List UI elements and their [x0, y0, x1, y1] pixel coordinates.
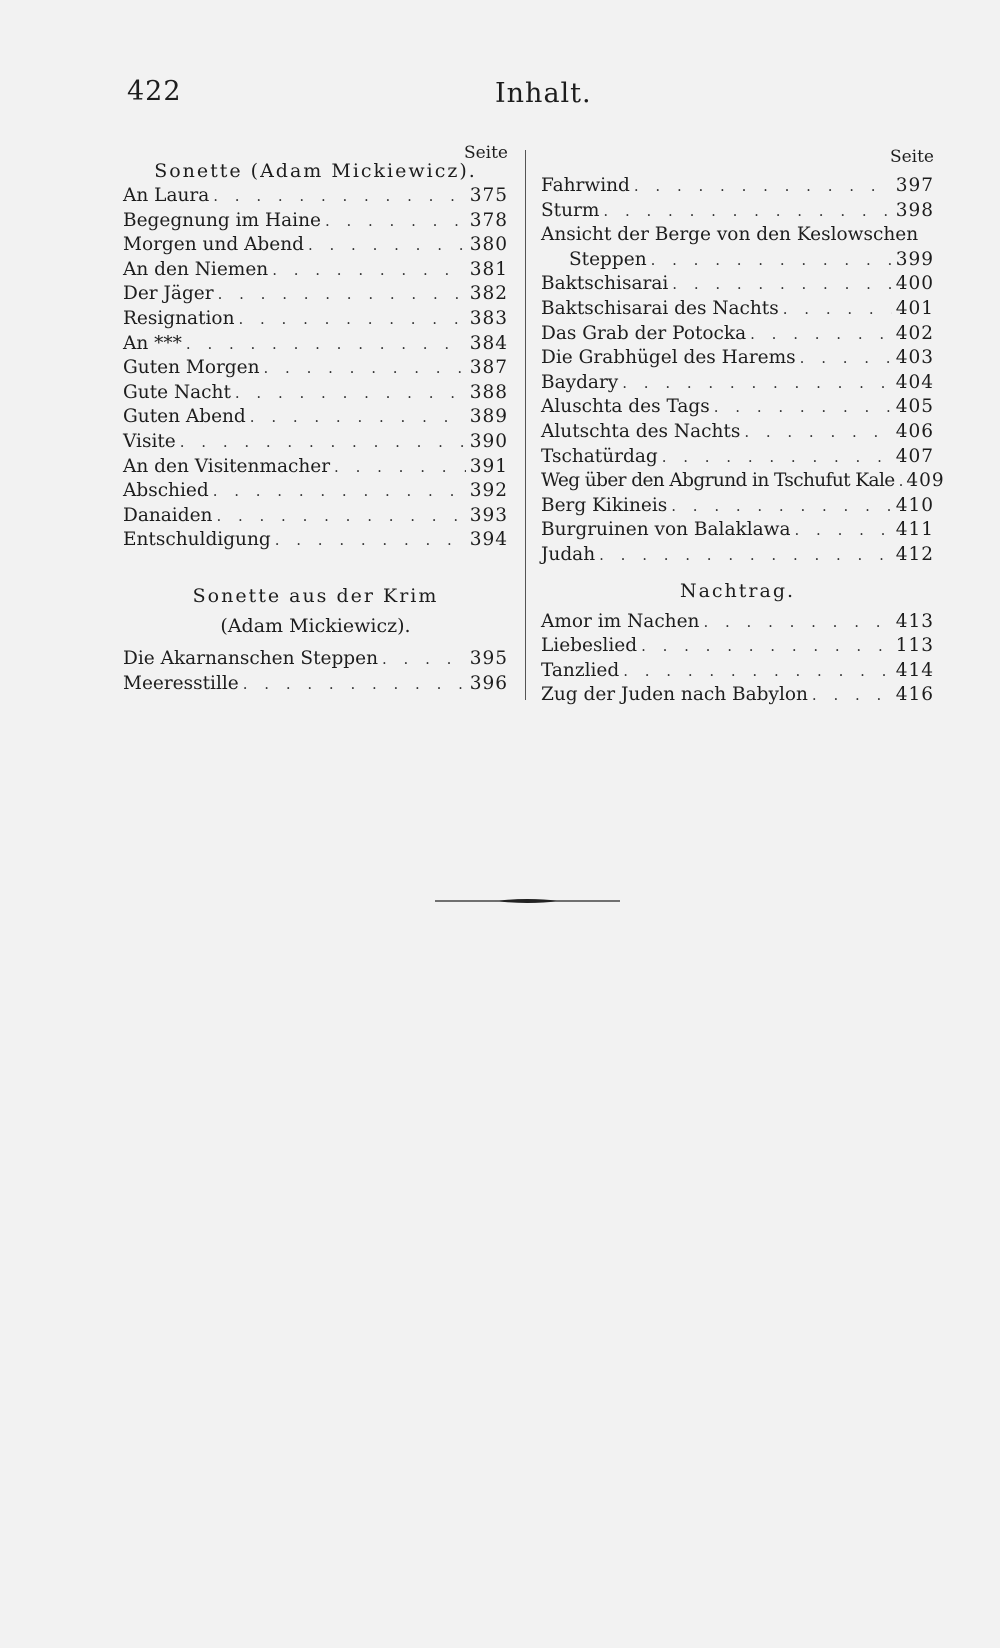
toc-entry: Baktschisarai des Nachts . . . 401 — [541, 297, 934, 322]
toc-entry: An *** . . . 384 — [123, 332, 508, 357]
toc-entry: Danaiden . . . 393 — [123, 504, 508, 529]
toc-entry: Burgruinen von Balaklawa . . . 411 — [541, 518, 934, 543]
toc-entry: Liebeslied . . . 113 — [541, 634, 934, 659]
toc-entry: Tanzlied . . . 414 — [541, 659, 934, 684]
toc-entry: Aluschta des Tags . . . 405 — [541, 395, 934, 420]
toc-entry: Entschuldigung . . . 394 — [123, 528, 508, 553]
toc-entry: An den Niemen . . . 381 — [123, 258, 508, 283]
left-column — [123, 140, 508, 696]
toc-entry: Amor im Nachen . . . 413 — [541, 610, 934, 635]
toc-entry: Die Grabhügel des Harems . . . 403 — [541, 346, 934, 371]
toc-entry: Alutschta des Nachts . . . 406 — [541, 420, 934, 445]
toc-entry: Der Jäger . . . 382 — [123, 282, 508, 307]
toc-entry: Baktschisarai . . . 400 — [541, 272, 934, 297]
toc-entry: Judah . . . 412 — [541, 543, 934, 568]
toc-entry: Visite . . . 390 — [123, 430, 508, 455]
column-divider — [525, 150, 526, 700]
toc-entry: Ansicht der Berge von den Keslowschen — [541, 224, 919, 246]
end-ornament-rule — [435, 896, 620, 906]
toc-entry: Meeresstille . . . 396 — [123, 672, 508, 697]
toc-entry: Resignation . . . 383 — [123, 307, 508, 332]
toc-entry: Die Akarnanschen Steppen . . . 395 — [123, 647, 508, 672]
seite-label-right: Seite — [889, 147, 934, 167]
section-title-sonette: Sonette (Adam Mickiewicz). — [154, 160, 477, 182]
seite-label-left: Seite — [463, 143, 508, 163]
section-subtitle-krim: (Adam Mickiewicz). — [220, 614, 411, 637]
section-title-krim: Sonette aus der Krim — [192, 584, 439, 607]
right-column — [541, 140, 945, 708]
toc-entry: Zug der Juden nach Babylon . . . 416 — [541, 683, 934, 708]
toc-entry: Begegnung im Haine . . . 378 — [123, 209, 508, 234]
toc-entry: An Laura . . . 375 — [123, 184, 508, 209]
toc-entry: Das Grab der Potocka . . . 402 — [541, 322, 934, 347]
toc-entry: Weg über den Abgrund in Tschufut Kale . . . 409 — [541, 469, 934, 494]
toc-entry: Berg Kikineis . . . 410 — [541, 494, 934, 519]
toc-entry: Sturm . . . 398 — [541, 199, 934, 224]
toc-entry: Guten Morgen . . . 387 — [123, 356, 508, 381]
toc-entry: Abschied . . . 392 — [123, 479, 508, 504]
toc-entry: An den Visitenmacher . . . 391 — [123, 455, 508, 480]
section-title-nachtrag: Nachtrag. — [679, 579, 796, 602]
toc-entry: Morgen und Abend . . . 380 — [123, 233, 508, 258]
toc-entry: Baydary . . . 404 — [541, 371, 934, 396]
toc-entry: Steppen . . . 399 — [541, 248, 934, 273]
page-number: 422 — [127, 76, 182, 107]
toc-entry: Guten Abend . . . 389 — [123, 405, 508, 430]
toc-entry: Tschatürdag . . . 407 — [541, 445, 934, 470]
page-title: Inhalt. — [495, 78, 592, 109]
toc-entry: Gute Nacht . . . 388 — [123, 381, 508, 406]
toc-entry: Fahrwind . . . 397 — [541, 174, 934, 199]
